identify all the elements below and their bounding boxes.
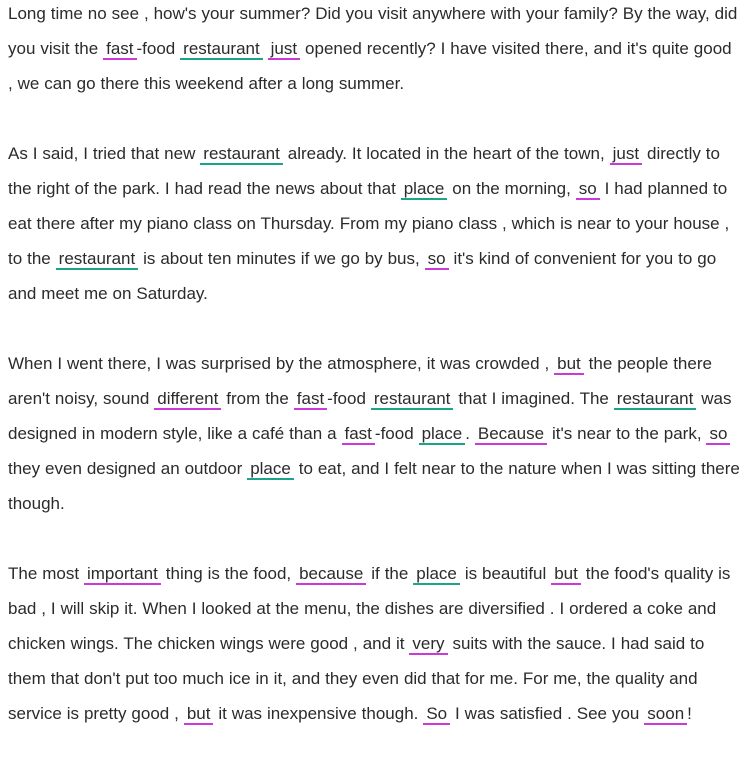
text-run: from the xyxy=(221,389,294,408)
highlighted-noun: place xyxy=(401,179,448,200)
text-run: it's near to the park, xyxy=(547,424,707,443)
text-run: The most xyxy=(8,564,84,583)
text-run: was designed in modern style, like a café than a xyxy=(8,389,732,443)
text-run: I was satisfied . See you xyxy=(450,704,645,723)
highlighted-word: important xyxy=(84,564,161,585)
text-run xyxy=(263,39,268,58)
highlighted-word: Because xyxy=(475,424,547,445)
text-run: opened recently? I have visited there, and it's quite good , we can go there this weekend after a long summer. xyxy=(8,39,732,93)
text-run: As I said, I tried that new xyxy=(8,144,201,163)
highlighted-word: just xyxy=(268,39,300,60)
paragraph xyxy=(8,136,741,311)
highlighted-word: soon xyxy=(644,704,687,725)
highlighted-word: different xyxy=(154,389,221,410)
highlighted-word: fast xyxy=(294,389,327,410)
highlighted-word: but xyxy=(184,704,214,725)
highlighted-noun: restaurant xyxy=(200,144,283,165)
text-run: it's kind of convenient for you to go and meet me on Saturday. xyxy=(8,249,717,303)
highlighted-word: but xyxy=(551,564,581,585)
highlighted-word: so xyxy=(576,179,600,200)
highlighted-word: fast xyxy=(342,424,375,445)
text-run: ! xyxy=(687,704,692,723)
highlighted-noun: place xyxy=(413,564,460,585)
essay-document xyxy=(8,0,741,731)
highlighted-noun: restaurant xyxy=(56,249,139,270)
highlighted-noun: restaurant xyxy=(614,389,697,410)
text-run: directly to the right of the park. I had read the news about that xyxy=(8,144,720,198)
highlighted-word: So xyxy=(423,704,450,725)
text-run: that I imagined. The xyxy=(453,389,614,408)
text-run: Long time no see , how's your summer? Did you visit anywhere with your family? By the way, did you visit the xyxy=(8,4,738,58)
highlighted-noun: place xyxy=(419,424,466,445)
text-run: on the morning, xyxy=(447,179,576,198)
text-run: . xyxy=(465,424,475,443)
text-run: I had planned to eat there after my piano class on Thursday. From my piano class , which is near to your house , to the xyxy=(8,179,730,268)
highlighted-word: but xyxy=(554,354,584,375)
highlighted-word: fast xyxy=(103,39,136,60)
text-run: -food xyxy=(327,389,371,408)
text-run: the food's quality is bad , I will skip it. When I looked at the menu, the dishes are diversified . I ordered a coke and chicken wings. The chicken wings were good , and it xyxy=(8,564,731,653)
text-run: is beautiful xyxy=(459,564,552,583)
text-run: the people there aren't noisy, sound xyxy=(8,354,712,408)
text-run: -food xyxy=(374,424,419,443)
highlighted-noun: restaurant xyxy=(180,39,263,60)
paragraph xyxy=(8,0,741,101)
paragraph xyxy=(8,346,741,521)
text-run: to eat, and I felt near to the nature when I was sitting there though. xyxy=(8,459,740,513)
text-run: suits with the sauce. I had said to them that don't put too much ice in it, and they even did that for me. For me, the quality and service is pretty good , xyxy=(8,634,705,723)
highlighted-word: very xyxy=(409,634,447,655)
highlighted-word: just xyxy=(610,144,642,165)
paragraph xyxy=(8,556,741,731)
text-run: if the xyxy=(366,564,414,583)
highlighted-noun: place xyxy=(247,459,294,480)
text-run: is about ten minutes if we go by bus, xyxy=(138,249,425,268)
text-run: -food xyxy=(136,39,181,58)
text-run: already. It located in the heart of the town, xyxy=(282,144,610,163)
highlighted-word: so xyxy=(706,424,730,445)
highlighted-noun: restaurant xyxy=(371,389,454,410)
highlighted-word: so xyxy=(425,249,449,270)
text-run: When I went there, I was surprised by the atmosphere, it was crowded , xyxy=(8,354,555,373)
highlighted-word: because xyxy=(296,564,366,585)
text-run: it was inexpensive though. xyxy=(213,704,424,723)
text-run: they even designed an outdoor xyxy=(8,459,248,478)
text-run: thing is the food, xyxy=(160,564,297,583)
